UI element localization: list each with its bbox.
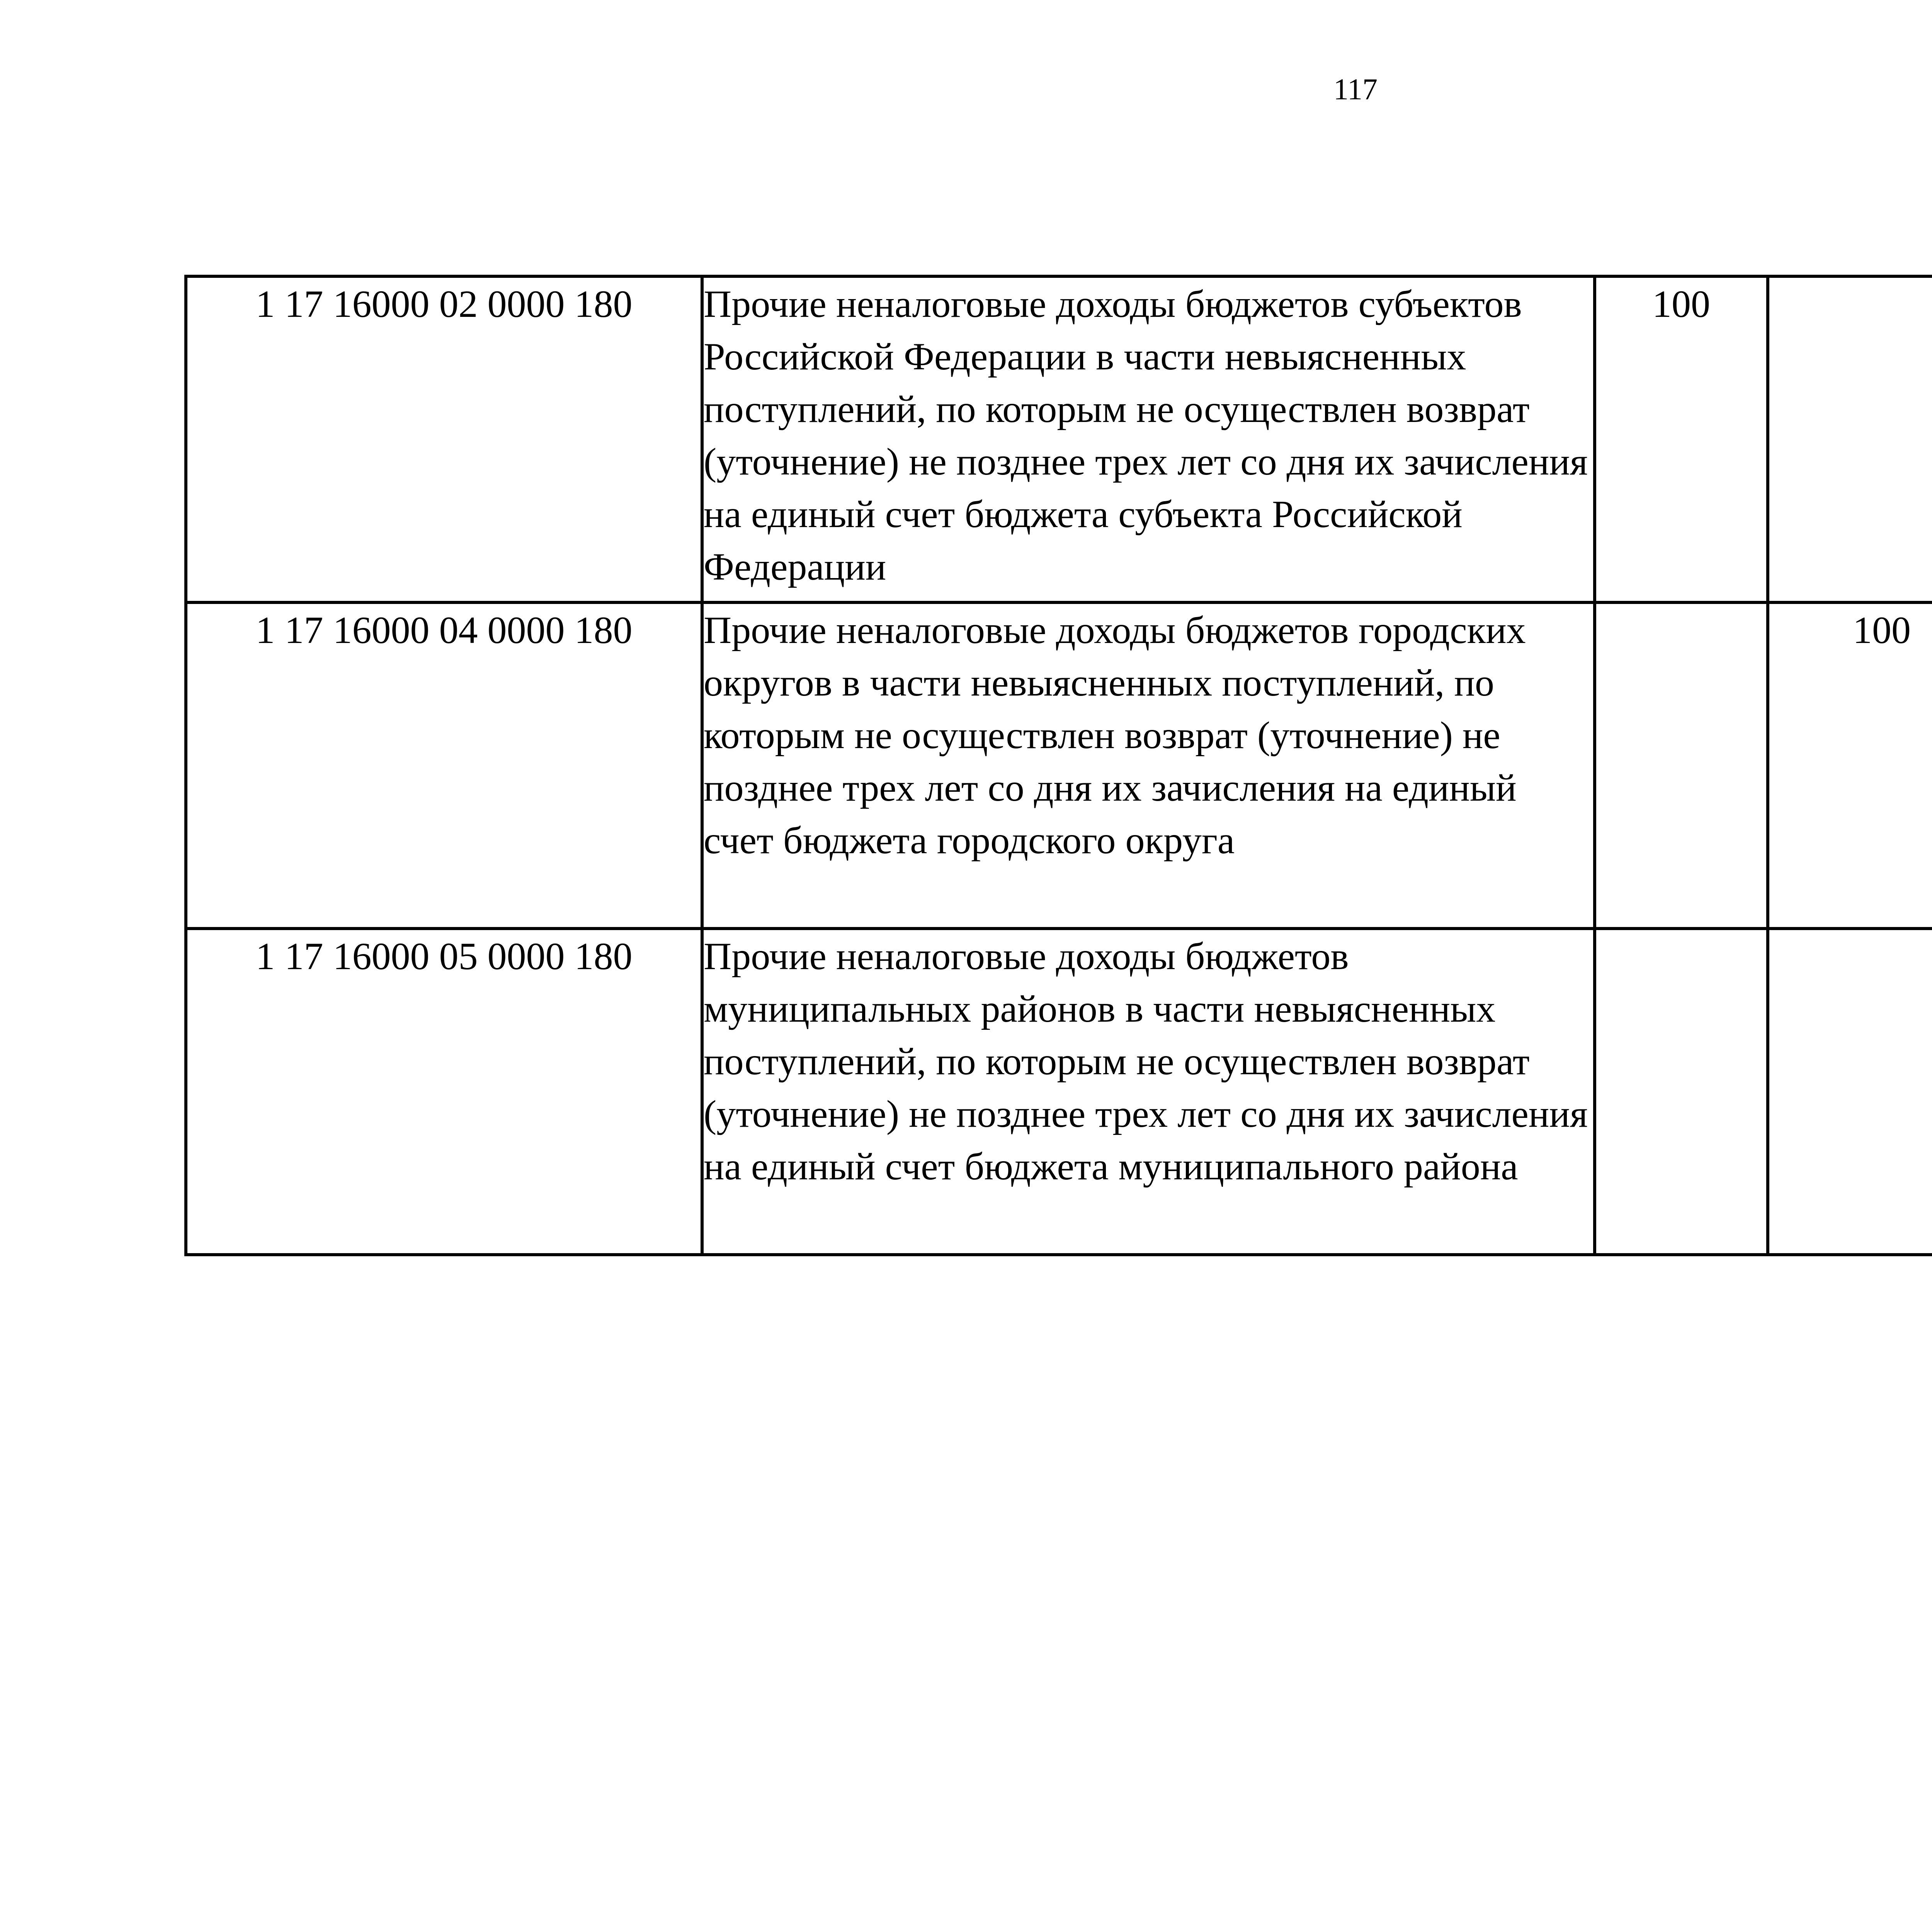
table-row (186, 602, 1932, 929)
value-cell (1768, 276, 1932, 602)
page-number: 117 (1333, 72, 1378, 106)
value-cell (1595, 929, 1768, 1255)
income-code-cell: 1 17 16000 02 0000 180 (186, 276, 702, 602)
value-cell: 100 (1595, 276, 1768, 602)
income-description-cell: Прочие неналоговые доходы бюджетов муниципальных районов в части невыясненных поступлений, по которым не осуществлен возврат (уточнение) не позднее трех лет со дня их зачисления на единый счет бюджета муниципального района (702, 929, 1595, 1255)
income-description-cell: Прочие неналоговые доходы бюджетов субъектов Российской Федерации в части невыясненных поступлений, по которым не осуществлен возврат (уточнение) не позднее трех лет со дня их зачисления на единый счет бюджета субъекта Российской Федерации (702, 276, 1595, 602)
income-code-cell: 1 17 16000 04 0000 180 (186, 602, 702, 929)
table-row (186, 929, 1932, 1255)
income-description-cell: Прочие неналоговые доходы бюджетов городских округов в части невыясненных поступлений, по которым не осуществлен возврат (уточнение) не позднее трех лет со дня их зачисления на единый счет бюджета городского округа (702, 602, 1595, 929)
table-row (186, 276, 1932, 602)
value-cell (1768, 929, 1932, 1255)
budget-classification-table (184, 275, 1932, 1256)
value-cell: 100 (1768, 602, 1932, 929)
income-code-cell: 1 17 16000 05 0000 180 (186, 929, 702, 1255)
value-cell (1595, 602, 1768, 929)
